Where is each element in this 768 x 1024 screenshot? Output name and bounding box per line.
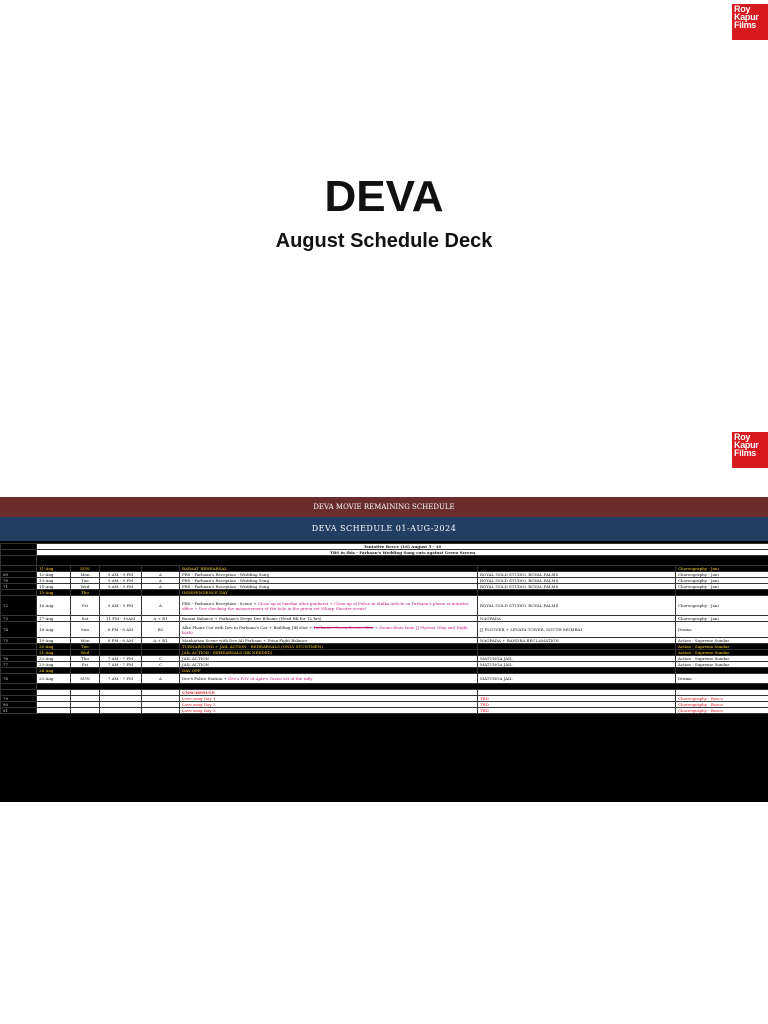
- unscheduled-row: 80 Love song Day 2 TBD Choreography - Bosco: [1, 702, 768, 708]
- table-row: 11-Aug SUN BARAAT REHEARSAL Choreography - Jani: [1, 566, 768, 572]
- schedule-table: [0, 543, 768, 714]
- recce-note: Tentative Recce (LS) August 5 - 10: [37, 544, 768, 550]
- table-row: 71 14-Aug Wed 9 AM - 9 PM A FBS - Farhaan's Reception - Wedding Song ROYAL GOLD STUDIO, ROYAL PALMS Choreography - Jani: [1, 584, 768, 590]
- table-row: 69 12-Aug Mon 9 AM - 9 PM A FBS - Farhaan's Reception - Wedding Song ROYAL GOLD STUDIO, ROYAL PALMS Choreography - Jani: [1, 572, 768, 578]
- unscheduled-label: UNSCHEDULE: [180, 690, 478, 696]
- table-row: 77 23-Aug Fri 7 AM - 7 PM C JAIL ACTION MATUNGA JAIL Action - Supreme Sundar: [1, 662, 768, 668]
- table-row: 76 22-Aug Thu 7 AM - 7 PM C JAIL ACTION MATUNGA JAIL Action - Supreme Sundar: [1, 656, 768, 662]
- schedule-slide: [0, 497, 768, 802]
- table-row: 75 19-Aug Mon 6 PM - 6 AM A + B1 Manhattan Scene with Dev Ali Farhaan + Prisa Fight Balance NAGPADA + BANDRA RECLAMATION Action - Supreme Sundar: [1, 638, 768, 644]
- spacer-row: [1, 556, 768, 566]
- cover-subtitle: August Schedule Deck: [275, 230, 493, 252]
- table-row: 78 25-Aug SUN 7 AM - 7 PM A Dev's Police Station + Dev's POV of Apte's Green set of the rally MATUNGA JAIL Drama: [1, 674, 768, 684]
- table-row: 73 17-Aug Sat 11 PM - 10AM A + B1 Baraat Balance + Farhaan's Drops Dev B'home (Need BK for 12 hrs) NAGPADA Choreography - Jani: [1, 616, 768, 622]
- table-row: 74 18-Aug Sun 6 PM - 6 AM B1 Alka Phone Cut with Dev in Farhaan's Car + Building JIB shot + Farhaan's Green Screen Shot + Drone shots from JJ Flyover (Day and Night both) JJ FLYOVER + LEVATA TOWER, SOUTH MUMBAI Drama: [1, 622, 768, 638]
- table-row: 70 13-Aug Tue 9 AM - 9 PM A FBS - Farhaan's Reception - Wedding Song ROYAL GOLD STUDIO, ROYAL PALMS Choreography - Jani: [1, 578, 768, 584]
- schedule-header: DEVA MOVIE REMAINING SCHEDULE: [0, 497, 768, 517]
- cover-slide: [0, 0, 768, 458]
- table-row: 72 16-Aug Fri 9 AM - 9 PM A FBS - Farhaan's Reception - Scene + Close up of Santhai after gunburst + Close up of Police in Malka Article on Farhaan's phone at minister office + Dev checking the measurement of the hole in the green set (Sharp Shooter scene) ROYAL GOLD STUDIO, ROYAL PALMS Choreography - Jani: [1, 596, 768, 616]
- unscheduled-row: 81 Love song Day 3 TBD Choreography - Bosco: [1, 708, 768, 714]
- roy-kapur-films-logo: Roy Kapur Films: [732, 4, 768, 40]
- schedule-subheader: DEVA SCHEDULE 01-AUG-2024: [0, 517, 768, 541]
- unscheduled-row: 79 Love song Day 1 TBD Choreography - Bosco: [1, 696, 768, 702]
- table-row: 21-Aug Wed JAIL ACTION - REHEARSALS (BK NEEDED) Action - Supreme Sundar: [1, 650, 768, 656]
- cover-title: DEVA: [324, 172, 444, 221]
- roy-kapur-films-logo-2: Roy Kapur Films: [732, 432, 768, 468]
- table-row: 15-Aug Thu INDEPENDENCE DAY: [1, 590, 768, 596]
- tbs-note: TBS in this - Farhaan's Wedding Song cuts against Green Screen: [37, 550, 768, 556]
- table-row: 24-Aug DAY OFF: [1, 668, 768, 674]
- table-row: 20-Aug Tue TURNAROUND + JAIL ACTION - REHEARSALS (ONLY STUNTMEN) Action - Supreme Sundar: [1, 644, 768, 650]
